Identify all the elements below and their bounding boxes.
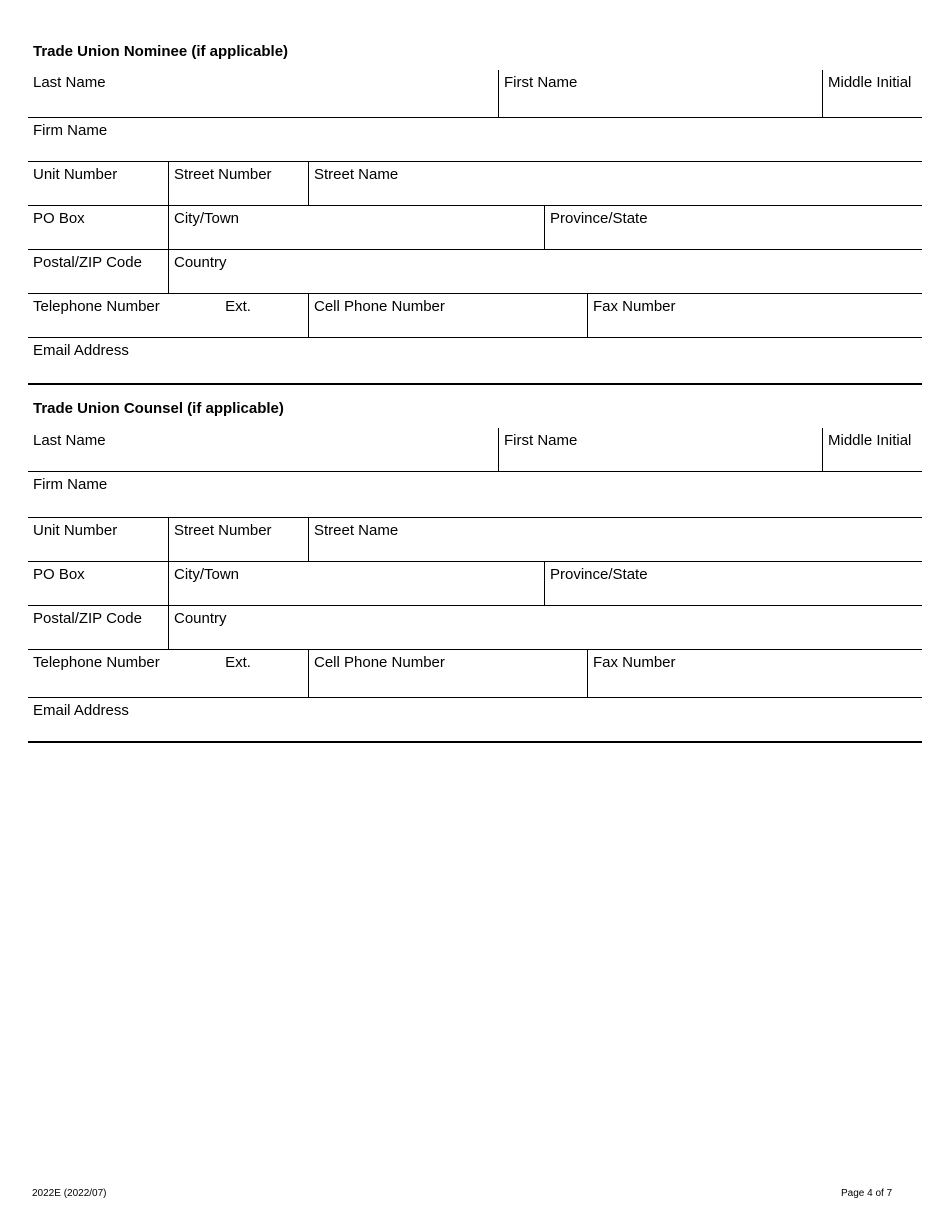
fax-field[interactable]	[593, 678, 917, 694]
po-box-cell	[28, 206, 168, 249]
country-field[interactable]	[174, 274, 917, 290]
postal-zip-field[interactable]	[33, 630, 163, 646]
cell-phone-field[interactable]	[314, 318, 582, 334]
fax-field[interactable]	[593, 318, 917, 334]
province-state-field[interactable]	[550, 230, 917, 246]
province-state-cell	[544, 206, 922, 249]
province-state-label: Province/State	[550, 210, 648, 227]
fax-cell	[587, 294, 922, 337]
fax-label: Fax Number	[593, 654, 676, 671]
telephone-label: Telephone Number	[33, 298, 160, 315]
name-row	[28, 70, 922, 118]
postal-row	[28, 606, 922, 650]
form-id: 2022E (2022/07)	[32, 1188, 107, 1199]
country-cell	[168, 250, 922, 293]
last-name-cell	[28, 428, 498, 471]
postal-zip-field[interactable]	[33, 274, 163, 290]
last-name-cell	[28, 70, 498, 117]
last-name-label: Last Name	[33, 74, 106, 91]
email-label: Email Address	[33, 342, 129, 359]
email-field[interactable]	[33, 722, 917, 738]
city-town-cell	[168, 562, 544, 605]
trade-union-nominee-section	[28, 40, 922, 386]
telephone-field[interactable]	[33, 678, 163, 694]
firm-name-field[interactable]	[33, 142, 917, 158]
email-cell	[28, 338, 922, 383]
name-row	[28, 428, 922, 472]
unit-number-label: Unit Number	[33, 522, 118, 539]
last-name-field[interactable]	[33, 98, 493, 114]
fax-label: Fax Number	[593, 298, 676, 315]
unit-number-cell	[28, 162, 168, 205]
po-box-cell	[28, 562, 168, 605]
telephone-cell	[28, 650, 168, 697]
last-name-label: Last Name	[33, 432, 106, 449]
telephone-label: Telephone Number	[33, 654, 160, 671]
po-box-label: PO Box	[33, 566, 85, 583]
middle-initial-label: Middle Initial	[828, 432, 912, 449]
street-row	[28, 162, 922, 206]
email-row	[28, 698, 922, 743]
country-field[interactable]	[174, 630, 917, 646]
city-row	[28, 206, 922, 250]
po-box-label: PO Box	[33, 210, 85, 227]
section-title: Trade Union Counsel (if applicable)	[33, 400, 284, 417]
street-name-cell	[308, 518, 922, 561]
province-state-label: Province/State	[550, 566, 648, 583]
province-state-field[interactable]	[550, 586, 917, 602]
first-name-cell	[498, 70, 822, 117]
city-town-label: City/Town	[174, 566, 240, 583]
cell-phone-cell	[308, 650, 587, 697]
street-row	[28, 518, 922, 562]
firm-name-label: Firm Name	[33, 122, 108, 139]
street-number-field[interactable]	[174, 542, 303, 558]
firm-row	[28, 472, 922, 518]
unit-number-field[interactable]	[33, 542, 163, 558]
phone-row	[28, 650, 922, 698]
city-row	[28, 562, 922, 606]
po-box-field[interactable]	[33, 230, 163, 246]
email-label: Email Address	[33, 702, 129, 719]
first-name-cell	[498, 428, 822, 471]
ext-label: Ext.	[225, 654, 251, 671]
first-name-field[interactable]	[504, 452, 817, 468]
page-number: Page 4 of 7	[841, 1188, 893, 1199]
ext-label: Ext.	[225, 298, 251, 315]
middle-initial-field[interactable]	[828, 452, 917, 468]
po-box-field[interactable]	[33, 586, 163, 602]
ext-field[interactable]	[173, 678, 303, 694]
street-name-label: Street Name	[314, 166, 399, 183]
firm-row	[28, 118, 922, 162]
middle-initial-cell	[822, 428, 922, 471]
city-town-field[interactable]	[174, 586, 539, 602]
firm-name-label: Firm Name	[33, 476, 108, 493]
last-name-field[interactable]	[33, 452, 493, 468]
middle-initial-field[interactable]	[828, 98, 917, 114]
section-title: Trade Union Nominee (if applicable)	[33, 43, 289, 60]
street-number-label: Street Number	[174, 522, 272, 539]
street-name-label: Street Name	[314, 522, 399, 539]
street-name-cell	[308, 162, 922, 205]
country-cell	[168, 606, 922, 649]
unit-number-field[interactable]	[33, 186, 163, 202]
telephone-cell	[28, 294, 168, 337]
email-cell	[28, 698, 922, 741]
country-label: Country	[174, 254, 227, 271]
middle-initial-label: Middle Initial	[828, 74, 912, 91]
email-row	[28, 338, 922, 385]
middle-initial-cell	[822, 70, 922, 117]
postal-zip-cell	[28, 606, 168, 649]
street-number-field[interactable]	[174, 186, 303, 202]
first-name-label: First Name	[504, 74, 578, 91]
cell-phone-cell	[308, 294, 587, 337]
firm-name-field[interactable]	[33, 498, 917, 514]
firm-name-cell	[28, 118, 922, 161]
firm-name-cell	[28, 472, 922, 517]
cell-phone-label: Cell Phone Number	[314, 654, 445, 671]
postal-zip-label: Postal/ZIP Code	[33, 254, 142, 271]
fax-cell	[587, 650, 922, 697]
city-town-cell	[168, 206, 544, 249]
province-state-cell	[544, 562, 922, 605]
city-town-label: City/Town	[174, 210, 240, 227]
trade-union-counsel-section	[28, 396, 922, 742]
ext-field[interactable]	[173, 318, 303, 334]
country-label: Country	[174, 610, 227, 627]
first-name-label: First Name	[504, 432, 578, 449]
street-number-cell	[168, 162, 308, 205]
city-town-field[interactable]	[174, 230, 539, 246]
email-field[interactable]	[33, 364, 917, 380]
unit-number-label: Unit Number	[33, 166, 118, 183]
telephone-field[interactable]	[33, 318, 163, 334]
ext-cell	[168, 650, 308, 697]
postal-row	[28, 250, 922, 294]
postal-zip-cell	[28, 250, 168, 293]
ext-cell	[168, 294, 308, 337]
postal-zip-label: Postal/ZIP Code	[33, 610, 142, 627]
unit-number-cell	[28, 518, 168, 561]
street-number-label: Street Number	[174, 166, 272, 183]
phone-row	[28, 294, 922, 338]
street-name-field[interactable]	[314, 186, 917, 202]
street-number-cell	[168, 518, 308, 561]
street-name-field[interactable]	[314, 542, 917, 558]
cell-phone-label: Cell Phone Number	[314, 298, 445, 315]
first-name-field[interactable]	[504, 98, 817, 114]
cell-phone-field[interactable]	[314, 678, 582, 694]
